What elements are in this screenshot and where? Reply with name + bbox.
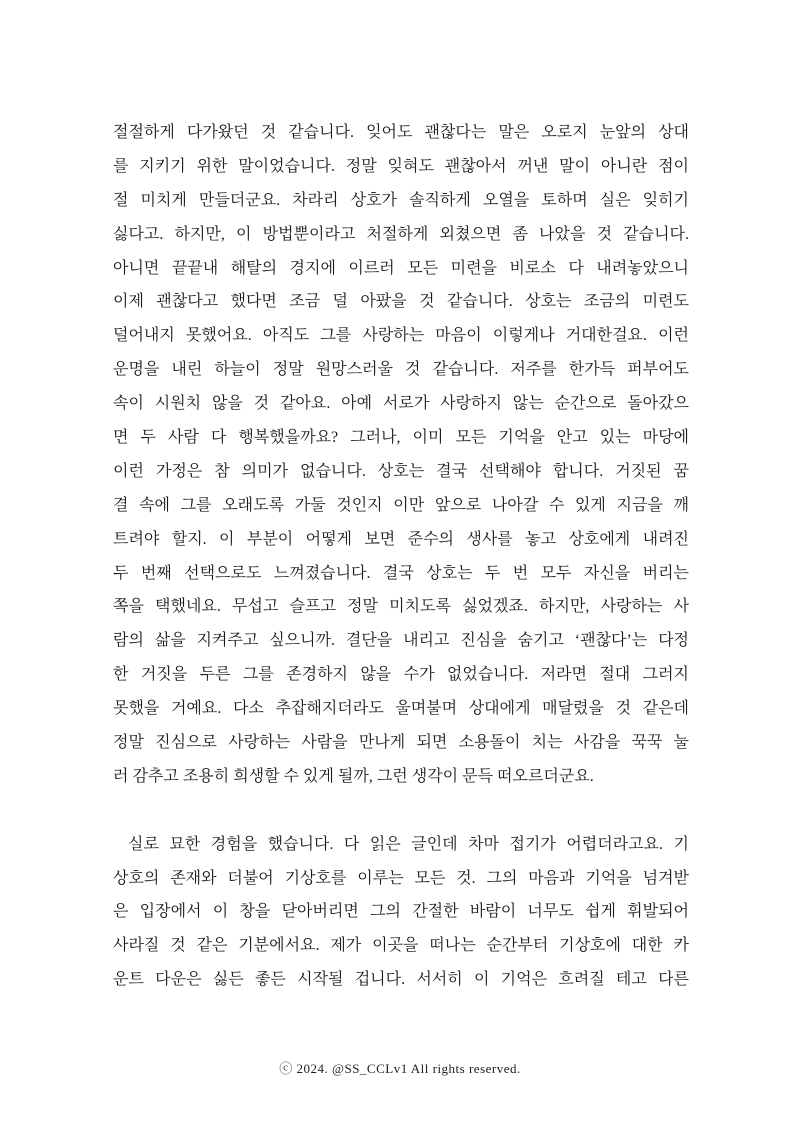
text-line: 트려야 할지. 이 부분이 어떻게 보면 준수의 생사를 놓고 상호에게 내려진 <box>113 530 689 548</box>
text-line: 정말 진심으로 사랑하는 사람을 만나게 되면 소용돌이 치는 사감을 꾹꾹 눌 <box>113 734 689 752</box>
text-line: 운트 다운은 싫든 좋든 시작될 겁니다. 서서히 이 기억은 흐려질 테고 다른 <box>113 971 689 989</box>
footer-copyright: ⓒ 2024. @SS_CCLv1 All rights reserved. <box>279 1061 521 1076</box>
text-line: 쪽을 택했네요. 무섭고 슬프고 정말 미치도록 싫었겠죠. 하지만, 사랑하는 사 <box>113 598 689 616</box>
text-line: 한 거짓을 두른 그를 존경하지 않을 수가 없었습니다. 저라면 절대 그러지 <box>113 666 689 684</box>
text-line: 은 입장에서 이 창을 닫아버리면 그의 간절한 바람이 너무도 쉽게 휘발되어 <box>113 903 689 921</box>
text-line: 덜어내지 못했어요. 아직도 그를 사랑하는 마음이 이렇게나 거대한걸요. 이런 <box>113 327 689 345</box>
text-line: 실로 묘한 경험을 했습니다. 다 읽은 글인데 차마 접기가 어렵더라고요. 기 <box>128 835 689 853</box>
text-line: 이제 괜찮다고 했다면 조금 덜 아팠을 것 같습니다. 상호는 조금의 미련도 <box>113 293 689 311</box>
text-line: 상호의 존재와 더불어 기상호를 이루는 모든 것. 그의 마음과 기억을 넘겨받 <box>113 869 689 887</box>
text-line: 절절하게 다가왔던 것 같습니다. 잊어도 괜찮다는 말은 오로지 눈앞의 상대 <box>113 124 689 141</box>
text-line: 속이 시원치 않을 것 같아요. 아예 서로가 사랑하지 않는 순간으로 돌아갔으 <box>113 395 689 413</box>
paragraph-1 <box>113 116 689 794</box>
text-line: 운명을 내린 하늘이 정말 원망스러울 것 같습니다. 저주를 한가득 퍼부어도 <box>113 361 689 379</box>
text-line: 사라질 것 같은 기분에서요. 제가 이곳을 떠나는 순간부터 기상호에 대한 카 <box>113 937 689 955</box>
text-line: 이런 가정은 참 의미가 없습니다. 상호는 결국 선택해야 합니다. 거짓된 꿈 <box>113 462 689 480</box>
text-line: 못했을 거예요. 다소 추잡해지더라도 울며불며 상대에게 매달렸을 것 같은데 <box>113 700 689 718</box>
text-line: 면 두 사람 다 행복했을까요? 그러나, 이미 모든 기억을 안고 있는 마당에 <box>113 429 689 447</box>
text-line: 결 속에 그를 오래도록 가둘 것인지 이만 앞으로 나아갈 수 있게 지금을 깨 <box>113 496 689 514</box>
paragraph-2 <box>113 828 689 997</box>
text-line: 두 번째 선택으로도 느껴졌습니다. 결국 상호는 두 번 모두 자신을 버리는 <box>113 564 689 582</box>
text-line: 를 지키기 위한 말이었습니다. 정말 잊혀도 괜찮아서 꺼낸 말이 아니란 점이 <box>113 157 689 175</box>
text-line: 절 미치게 만들더군요. 차라리 상호가 솔직하게 오열을 토하며 실은 잊히기 <box>113 191 689 209</box>
text-line: 아니면 끝끝내 해탈의 경지에 이르러 모든 미련을 비로소 다 내려놓았으니 <box>113 259 689 277</box>
text-column <box>113 116 689 997</box>
text-line: 싫다고. 하지만, 이 방법뿐이라고 처절하게 외쳤으면 좀 나았을 것 같습니다. <box>113 225 689 243</box>
text-line: 람의 삶을 지켜주고 싶으니까. 결단을 내리고 진심을 숨기고 ‘괜찮다’는 다정 <box>113 632 689 650</box>
text-line: 러 감추고 조용히 희생할 수 있게 될까, 그런 생각이 문득 떠오르더군요. <box>113 767 594 785</box>
